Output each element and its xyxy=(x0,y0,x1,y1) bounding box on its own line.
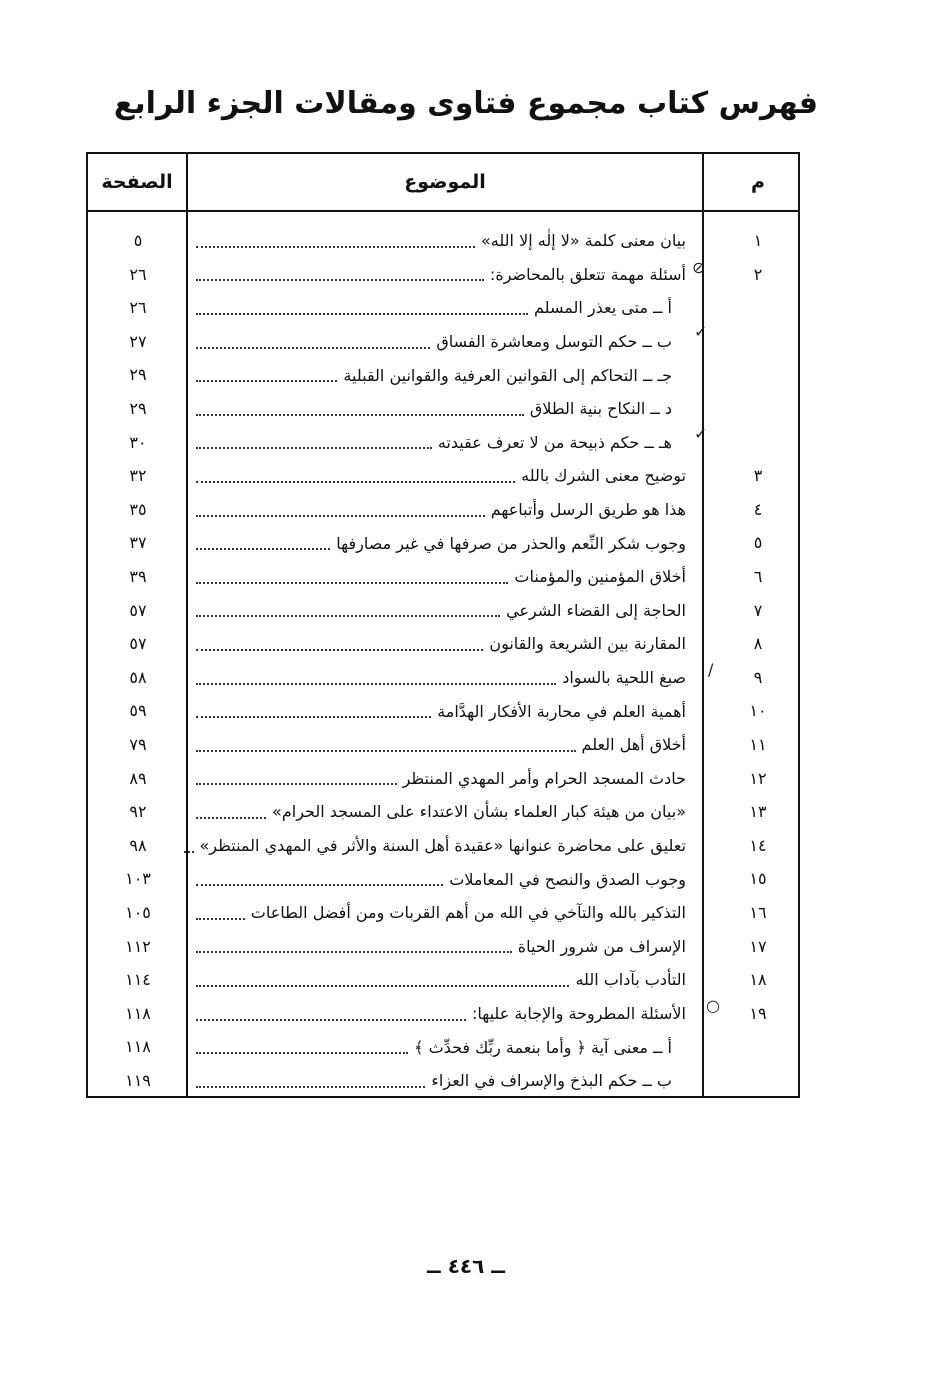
dot-leader xyxy=(196,716,431,718)
row-topic xyxy=(196,862,686,896)
row-topic-text: توضيح معنى الشرك بالله xyxy=(521,466,686,486)
row-page: ١٠٥ xyxy=(125,903,151,922)
row-topic-text: هذا هو طريق الرسل وأتباعهم xyxy=(490,500,686,520)
row-topic xyxy=(196,963,686,997)
table-row xyxy=(88,795,798,829)
row-page: ٢٩ xyxy=(129,365,147,385)
row-page: ١١٩ xyxy=(125,1071,151,1090)
row-number: ١٨ xyxy=(749,970,767,990)
row-topic-text: صبغ اللحية بالسواد xyxy=(562,668,686,688)
table-row xyxy=(88,291,798,325)
row-topic xyxy=(196,291,686,325)
dot-leader xyxy=(196,279,484,281)
row-topic xyxy=(196,426,686,460)
row-topic xyxy=(196,526,686,560)
row-topic-text: جـ ــ التحاكم إلى القوانين العرفية والقوانين القبلية xyxy=(343,365,672,385)
table-row xyxy=(88,963,798,997)
table-row xyxy=(88,930,798,964)
table-row xyxy=(88,627,798,661)
row-page: ٧٩ xyxy=(129,735,147,754)
row-page: ٨٩ xyxy=(129,768,147,788)
row-number: ٧ xyxy=(753,600,763,620)
table-row xyxy=(88,325,798,359)
dot-leader xyxy=(196,985,569,987)
row-topic xyxy=(196,661,686,695)
row-page: ٣٧ xyxy=(129,533,147,553)
row-topic-text: أخلاق المؤمنين والمؤمنات xyxy=(514,567,686,587)
dot-leader xyxy=(196,481,515,483)
row-topic xyxy=(196,459,686,493)
row-topic xyxy=(196,930,686,964)
table-row xyxy=(88,694,798,728)
row-topic-text: تعليق على محاضرة عنوانها «عقيدة أهل السنة والأثر في المهدي المنتظر» xyxy=(199,836,686,856)
row-topic-text: أخلاق أهل العلم xyxy=(581,735,686,755)
row-page: ٥٨ xyxy=(129,667,147,687)
row-topic xyxy=(196,694,686,728)
dot-leader xyxy=(196,380,337,382)
header-topic: الموضوع xyxy=(404,171,486,193)
row-page: ٢٩ xyxy=(129,399,147,418)
row-page: ٣٥ xyxy=(129,499,147,519)
row-page: ١١٨ xyxy=(125,1003,151,1023)
row-number: ١٣ xyxy=(749,802,767,822)
row-page: ٢٦ xyxy=(129,264,147,284)
row-number: ٥ xyxy=(753,533,763,553)
row-page: ٢٦ xyxy=(129,298,147,318)
dot-leader xyxy=(196,515,485,517)
row-topic-text: أ ــ معنى آية ﴿ وأما بنعمة ربِّك فحدِّث ﴾ xyxy=(414,1037,672,1057)
row-topic-text: وجوب شكر النِّعم والحذر من صرفها في غير مصارفها xyxy=(336,533,686,553)
row-page: ٢٧ xyxy=(129,331,147,351)
row-topic xyxy=(196,325,686,359)
dot-leader xyxy=(196,683,556,685)
row-page: ٥٧ xyxy=(129,600,147,620)
row-number: ١٧ xyxy=(749,936,767,956)
header-page: الصفحة xyxy=(101,171,173,193)
row-page: ٣٩ xyxy=(129,567,147,586)
dot-leader xyxy=(196,447,432,449)
row-number: ٢ xyxy=(753,264,763,284)
header-number: م xyxy=(751,171,765,193)
row-topic xyxy=(196,829,686,863)
row-page: ٣٢ xyxy=(129,466,147,486)
table-row xyxy=(88,526,798,560)
row-topic-text: هـ ــ حكم ذبيحة من لا تعرف عقيدته xyxy=(437,432,672,452)
table-row xyxy=(88,997,798,1031)
row-topic xyxy=(196,997,686,1031)
row-page: ٥٧ xyxy=(129,634,147,654)
row-number: ١٥ xyxy=(749,869,767,889)
row-number: ٦ xyxy=(753,567,763,586)
row-topic-text: د ــ النكاح بنية الطلاق xyxy=(529,399,672,419)
table-row xyxy=(88,493,798,527)
circle-mark-icon: ○ xyxy=(706,996,720,1015)
circle-check-mark-icon: ⊘ xyxy=(692,258,706,277)
row-number: ١٦ xyxy=(749,903,767,922)
row-topic xyxy=(196,358,686,392)
check-mark-icon: ✓ xyxy=(694,322,708,341)
header-divider xyxy=(88,210,798,212)
index-table xyxy=(86,152,800,1098)
row-topic xyxy=(196,896,686,930)
table-row xyxy=(88,1030,798,1064)
row-topic xyxy=(196,627,686,661)
row-number: ١٢ xyxy=(749,768,767,788)
dot-leader xyxy=(196,951,512,953)
dot-leader xyxy=(196,1019,466,1021)
dot-leader xyxy=(196,918,245,920)
row-topic-text: التذكير بالله والتآخي في الله من أهم القربات ومن أفضل الطاعات xyxy=(250,903,686,923)
dot-leader xyxy=(196,246,475,248)
row-topic xyxy=(196,1030,686,1064)
row-topic-text: التأدب بآداب الله xyxy=(575,970,686,990)
row-number: ٨ xyxy=(753,634,763,654)
row-page: ٩٨ xyxy=(129,835,147,855)
row-page: ٣٠ xyxy=(129,432,147,452)
row-topic-text: ب ــ حكم التوسل ومعاشرة الفساق xyxy=(436,332,672,352)
page-number: ــ ٤٤٦ ــ xyxy=(427,1254,505,1278)
table-row xyxy=(88,358,798,392)
page-title: فهرس كتاب مجموع فتاوى ومقالات الجزء الرابع xyxy=(113,86,819,121)
check-mark-icon: ✓ xyxy=(694,424,708,443)
row-number: ١٩ xyxy=(749,1003,767,1023)
table-row xyxy=(88,224,798,258)
table-row xyxy=(88,896,798,930)
dot-leader xyxy=(196,414,524,416)
row-topic xyxy=(196,795,686,829)
table-row xyxy=(88,459,798,493)
dot-leader xyxy=(196,750,576,752)
row-number: ١٠ xyxy=(749,701,767,721)
row-topic-text: الأسئلة المطروحة والإجابة عليها: xyxy=(471,1004,686,1024)
row-number: ٣ xyxy=(753,466,763,486)
row-number: ١١ xyxy=(749,735,767,754)
row-topic xyxy=(196,560,686,594)
table-row xyxy=(88,728,798,762)
row-topic xyxy=(196,493,686,527)
dot-leader xyxy=(196,1086,425,1088)
row-number: ١ xyxy=(753,231,763,250)
row-topic-text: الحاجة إلى القضاء الشرعي xyxy=(506,600,686,620)
row-topic-text: ب ــ حكم البذخ والإسراف في العزاء xyxy=(431,1071,672,1091)
row-topic-text: حادث المسجد الحرام وأمر المهدي المنتظر xyxy=(402,768,686,788)
table-row xyxy=(88,1064,798,1098)
row-topic-text: «بيان من هيئة كبار العلماء بشأن الاعتداء على المسجد الحرام» xyxy=(272,802,686,822)
table-row xyxy=(88,862,798,896)
dot-leader xyxy=(196,548,330,550)
row-topic-text: وجوب الصدق والنصح في المعاملات xyxy=(449,869,686,889)
row-topic xyxy=(196,224,686,258)
row-page: ٩٢ xyxy=(129,802,147,822)
row-page: ١١٨ xyxy=(125,1037,151,1057)
dot-leader xyxy=(196,1052,408,1054)
row-topic-text: أهمية العلم في محاربة الأفكار الهدَّامة xyxy=(437,701,686,721)
table-row xyxy=(88,426,798,460)
dot-leader xyxy=(196,649,483,651)
table-row xyxy=(88,661,798,695)
table-row xyxy=(88,594,798,628)
row-page: ٥ xyxy=(133,231,143,250)
row-topic xyxy=(196,258,686,292)
row-number: ٩ xyxy=(753,667,763,687)
table-row xyxy=(88,392,798,426)
table-row xyxy=(88,560,798,594)
row-page: ١١٢ xyxy=(125,936,151,956)
dot-leader xyxy=(196,313,528,315)
row-topic xyxy=(196,392,686,426)
row-topic-text: المقارنة بين الشريعة والقانون xyxy=(489,634,686,654)
row-topic-text: أسئلة مهمة تتعلق بالمحاضرة: xyxy=(489,264,686,284)
row-topic-text: بيان معنى كلمة «لا إلٰه إلا الله» xyxy=(481,231,686,251)
row-number: ١٤ xyxy=(749,835,767,855)
row-topic-text: أ ــ متى يعذر المسلم xyxy=(534,298,672,318)
row-page: ١٠٣ xyxy=(125,869,151,889)
tick-mark-icon: / xyxy=(708,660,714,679)
table-row xyxy=(88,829,798,863)
table-row xyxy=(88,762,798,796)
row-number: ٤ xyxy=(753,499,763,519)
row-topic xyxy=(196,762,686,796)
row-topic xyxy=(196,1064,686,1098)
dot-leader xyxy=(196,884,443,886)
dot-leader xyxy=(196,817,266,819)
dot-leader xyxy=(196,783,397,785)
row-topic xyxy=(196,728,686,762)
dot-leader xyxy=(196,582,508,584)
row-topic xyxy=(196,594,686,628)
row-topic-text: الإسراف من شرور الحياة xyxy=(517,936,686,956)
dot-leader xyxy=(196,615,500,617)
row-page: ١١٤ xyxy=(125,970,151,990)
dot-leader xyxy=(196,347,430,349)
row-page: ٥٩ xyxy=(129,701,147,721)
